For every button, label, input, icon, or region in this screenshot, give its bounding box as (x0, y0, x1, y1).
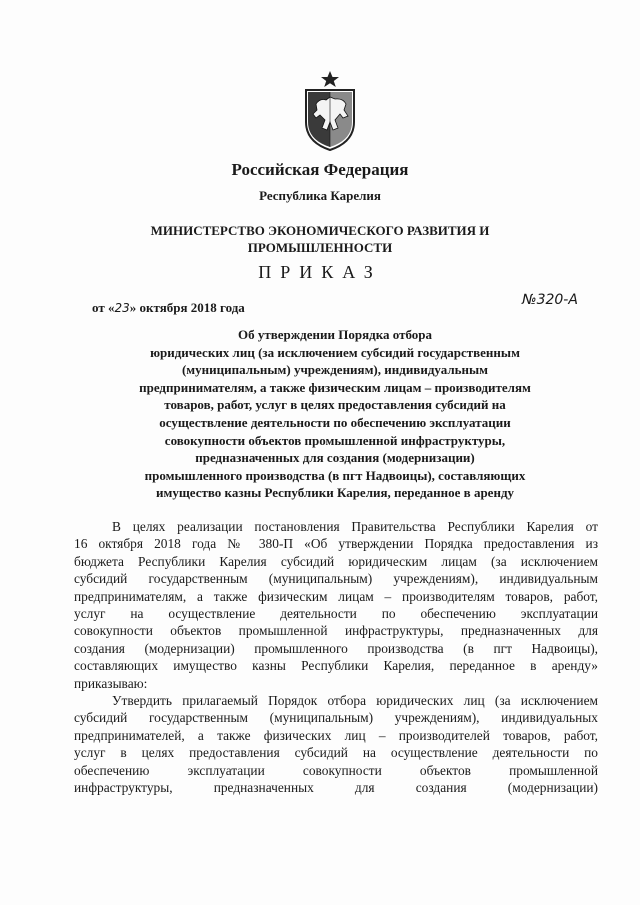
paragraph-line: предпринимателям, а также физическим лицам – производителям товаров, работ, (74, 588, 598, 604)
ministry-line-2: ПРОМЫШЛЕННОСТИ (247, 240, 393, 255)
subject-line: юридических лиц (за исключением субсидий государственным (150, 344, 520, 360)
subject-line: товаров, работ, услуг в целях предоставления субсидий на (164, 397, 506, 413)
paragraph-line: 16 октября 2018 года № 380-П «Об утверждении Порядка предоставления из (74, 536, 598, 552)
subject-line: предназначенных для создания (модернизации) (195, 450, 475, 466)
document-type-heading: ПРИКАЗ (258, 262, 382, 282)
date-suffix: » октября 2018 года (129, 300, 245, 315)
order-date (92, 300, 245, 316)
body-paragraph-1 (74, 518, 598, 692)
karelia-coat-of-arms-icon (302, 70, 358, 152)
paragraph-line: составляющих имущество казны Республики Карелия, переданное в аренду» (74, 658, 598, 674)
paragraph-line: приказываю: (74, 675, 148, 691)
ministry-line-1: МИНИСТЕРСТВО ЭКОНОМИЧЕСКОГО РАЗВИТИЯ И (150, 223, 490, 238)
paragraph-line: субсидий государственным (муниципальным) учреждениям), индивидуальным (74, 571, 598, 587)
country-heading: Российская Федерация (231, 160, 409, 179)
order-subject (100, 326, 570, 502)
subject-line: (муниципальным) учреждениям), индивидуальным (181, 362, 489, 378)
date-prefix: от « (92, 300, 115, 315)
order-number-value: 320-А (536, 292, 578, 308)
subject-line: осуществление деятельности по обеспечению эксплуатации (159, 414, 511, 430)
subject-line: совокупности объектов промышленной инфраструктуры, (164, 432, 506, 448)
order-number (522, 292, 578, 308)
paragraph-line: услуг в целях предоставления субсидий на осуществление деятельности по (74, 745, 598, 761)
paragraph-line: В целях реализации постановления Правительства Республики Карелия от (112, 519, 598, 534)
paragraph-line: создания (модернизации) промышленного производства (в пгт Надвоицы), (74, 640, 598, 656)
paragraph-line: Утвердить прилагаемый Порядок отбора юридических лиц (за исключением (112, 693, 598, 708)
paragraph-line: субсидий государственным (муниципальным) учреждениям), индивидуальных (74, 710, 598, 726)
order-number-label: № (522, 292, 537, 308)
paragraph-line: совокупности объектов промышленной инфраструктуры, предназначенных для (74, 623, 598, 639)
paragraph-line: услуг на осуществление деятельности по обеспечению эксплуатации (74, 606, 598, 622)
subject-line: предпринимателям, а также физическим лицам – производителям (139, 379, 531, 395)
subject-line: Об утверждении Порядка отбора (237, 327, 433, 342)
paragraph-line: бюджета Республики Карелия субсидий юридическим лицам (за исключением (74, 553, 598, 569)
region-heading: Республика Карелия (259, 188, 381, 203)
ministry-heading (0, 222, 640, 256)
body-paragraph-2 (74, 692, 598, 796)
date-day-handwritten: 23 (114, 301, 130, 315)
paragraph-line: инфраструктуры, предназначенных для создания (модернизации) (74, 780, 598, 796)
paragraph-line: предпринимателей, а также физических лиц – производителей товаров, работ, (74, 727, 598, 743)
paragraph-line: обеспечению эксплуатации совокупности объектов промышленной (74, 762, 598, 778)
subject-line: имущество казны Республики Карелия, переданное в аренду (155, 485, 515, 501)
subject-line: промышленного производства (в пгт Надвоицы), составляющих (144, 467, 526, 483)
